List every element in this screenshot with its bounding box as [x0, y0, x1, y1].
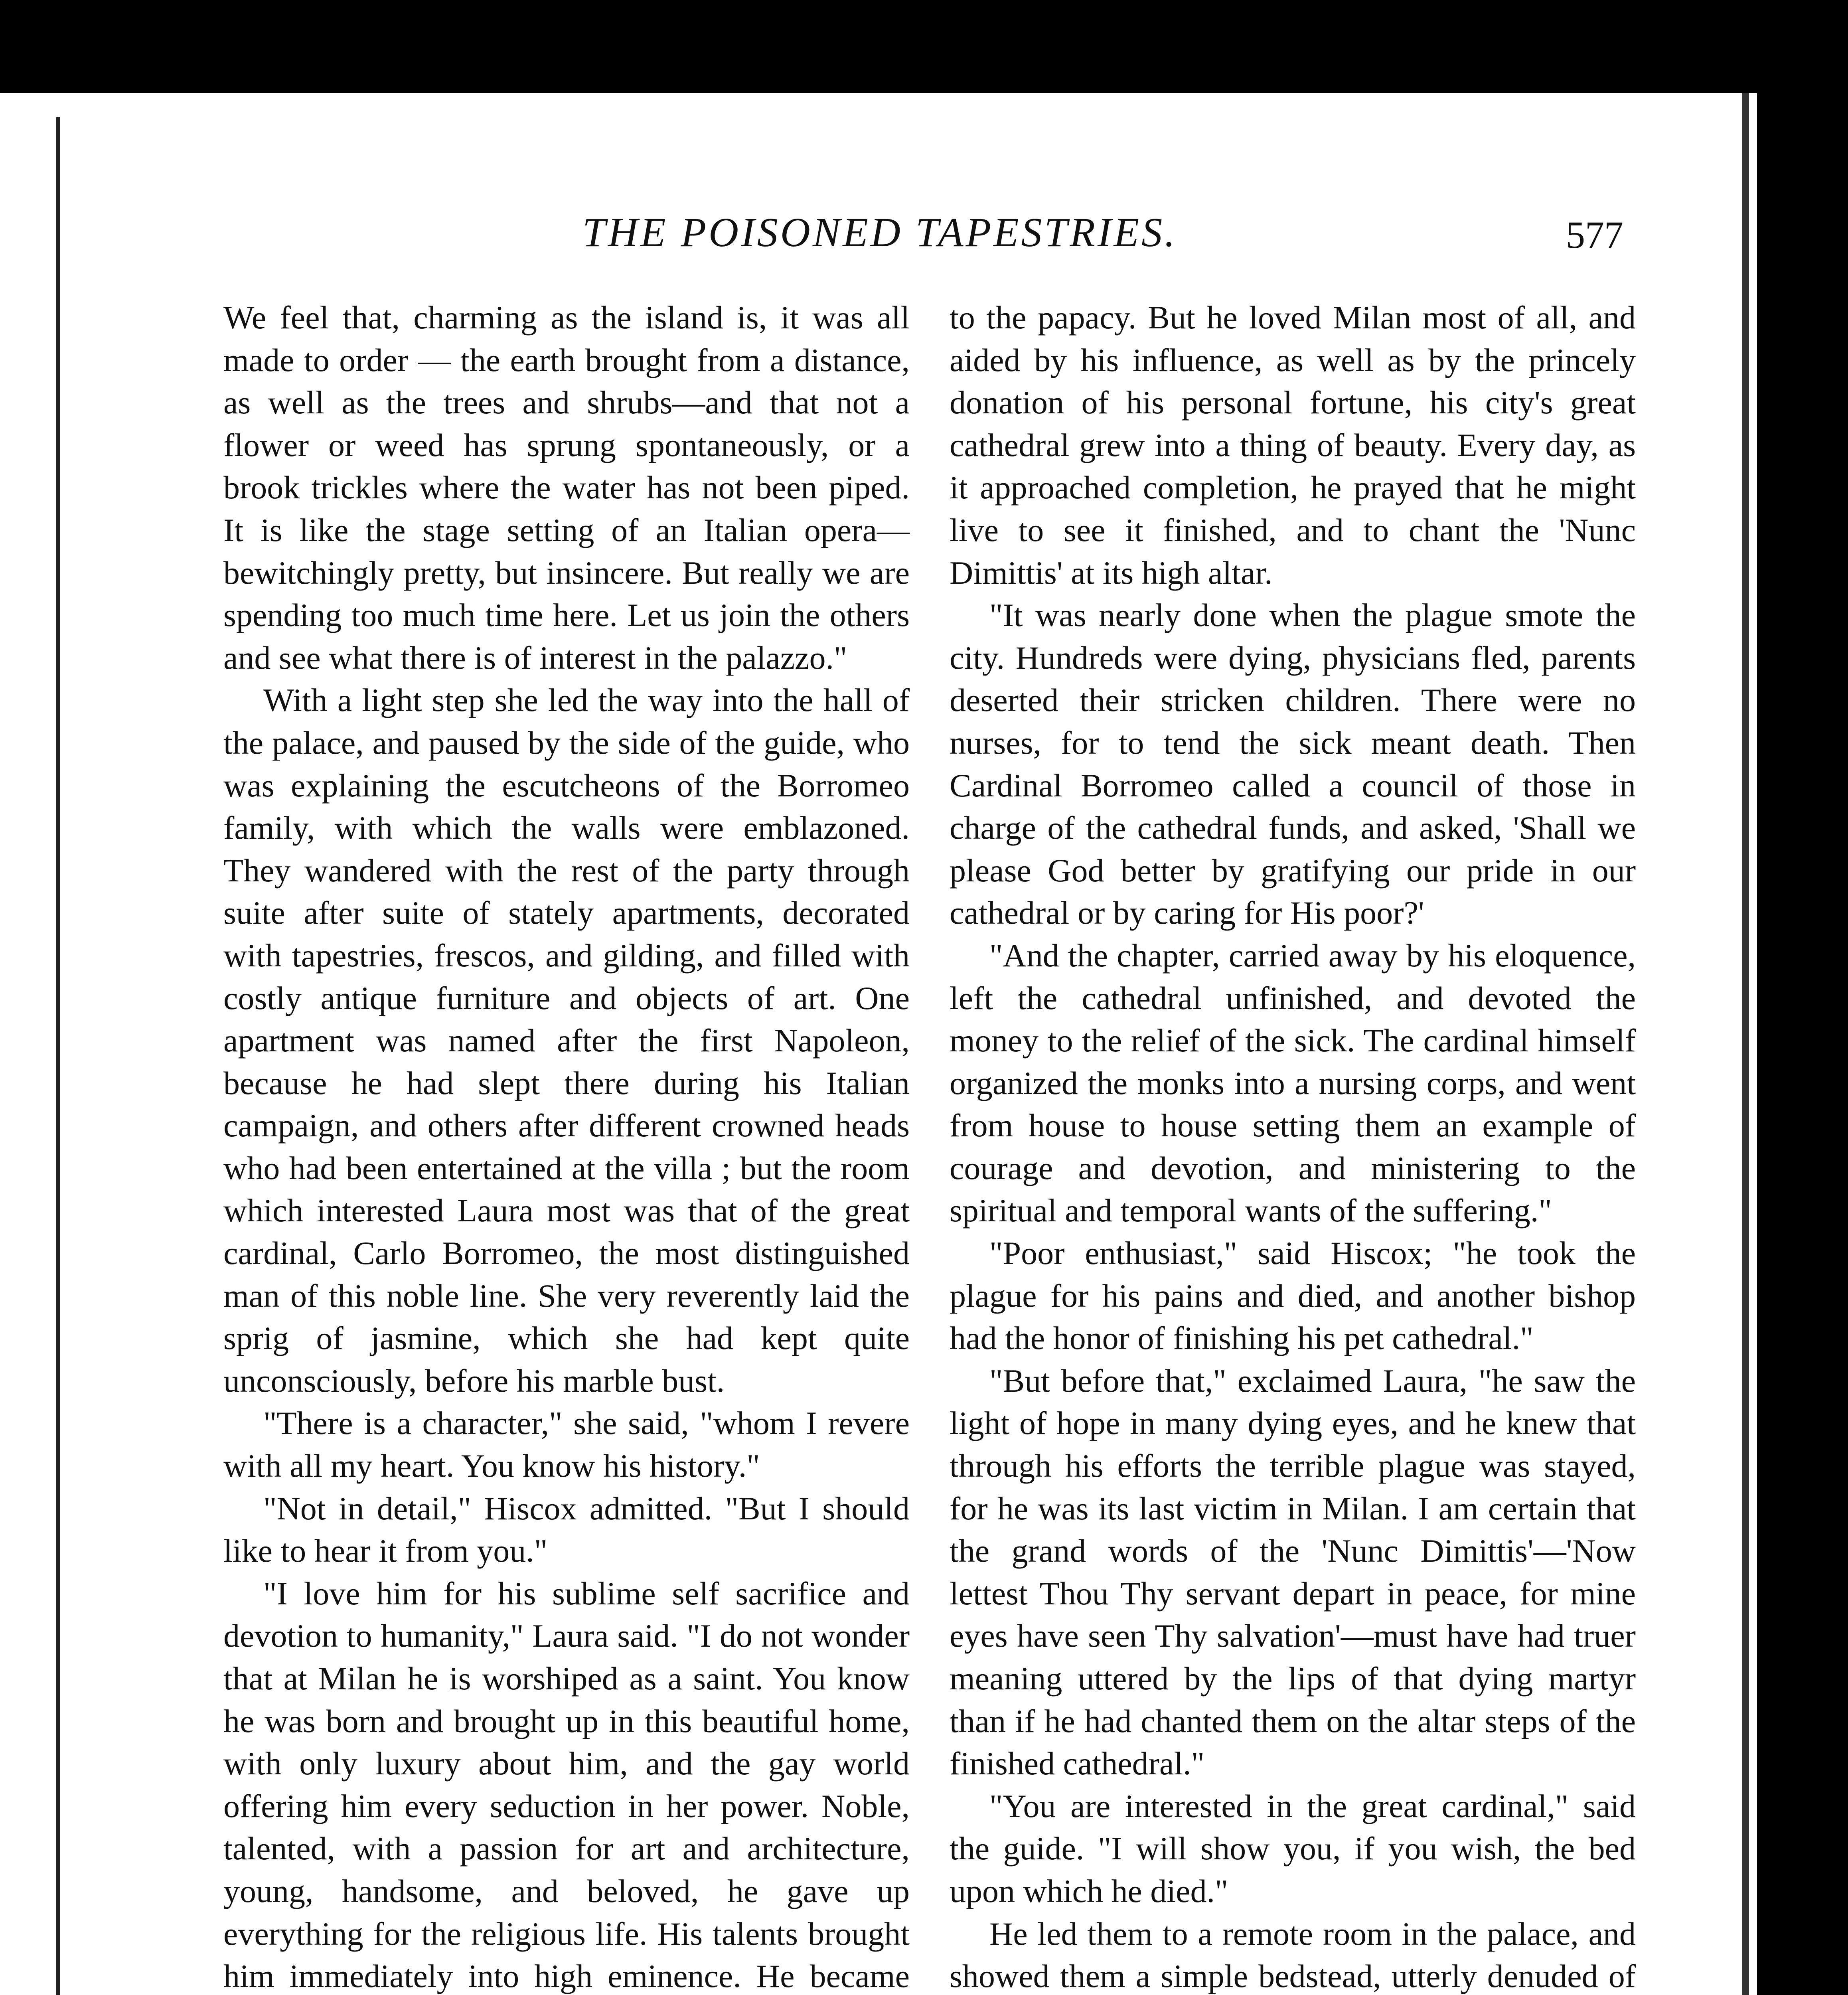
paragraph: "And the chapter, carried away by his eloquence, left the cathedral unfinished, and devoted the money to the relief of the sick. The cardinal himself organized the monks into a nursing corps, and went from house to house setting them an example of courage and devotion, and ministering to the spiritual and temporal wants of the suffering."	[950, 937, 1636, 1229]
paragraph: "It was nearly done when the plague smote the city. Hundreds were dying, physicians fled, parents deserted their stricken children. There were no nurses, for to tend the sick meant death. Then Cardinal Borromeo called a council of those in charge of the cathedral funds, and asked, 'Shall we please God better by gratifying our pride in our cathedral or by caring for His poor?'	[950, 597, 1636, 931]
binding-edge	[56, 117, 60, 1995]
page-header	[0, 209, 1757, 265]
paragraph: "Poor enthusiast," said Hiscox; "he took the plague for his pains and died, and another bishop had the honor of finishing his pet cathedral."	[950, 1235, 1636, 1357]
paragraph: "But before that," exclaimed Laura, "he saw the light of hope in many dying eyes, and he knew that through his efforts the terrible plague was stayed, for he was its last victim in Milan. I am certain that the grand words of the 'Nunc Dimittis'—'Now lettest Thou Thy servant depart in peace, for mine eyes have seen Thy salvation'—must have had truer meaning uttered by the lips of that dying martyr than if he had chanted them on the altar steps of the finished cathedral."	[950, 1362, 1636, 1782]
book-page	[0, 93, 1757, 1995]
left-column	[223, 296, 910, 1995]
paragraph: "Not in detail," Hiscox admitted. "But I should like to hear it from you."	[223, 1490, 910, 1569]
running-title: THE POISONED TAPESTRIES.	[582, 209, 1178, 255]
paragraph: "You are interested in the great cardinal," said the guide. "I will show you, if you wish, the bed upon which he died."	[950, 1788, 1636, 1909]
paragraph: "There is a character," she said, "whom I revere with all my heart. You know his history."	[223, 1405, 910, 1484]
right-column	[950, 296, 1636, 1995]
paragraph: He led them to a remote room in the palace, and showed them a simple bedstead, utterly denuded of	[950, 1915, 1636, 1995]
paragraph: We feel that, charming as the island is, it was all made to order — the earth brought from a distance, as well as the trees and shrubs—and that not a flower or weed has sprung spontaneously, or a brook trickles where the water has not been piped. It is like the stage setting of an Italian opera—bewitchingly pretty, but insincere. But really we are spending too much time here. Let us join the others and see what there is of interest in the palazzo."	[223, 299, 910, 676]
paragraph: With a light step she led the way into the hall of the palace, and paused by the side of the guide, who was explaining the escutcheons of the Borromeo family, with which the walls were emblazoned. They wandered with the rest of the party through suite after suite of stately apartments, decorated with tapestries, frescos, and gilding, and filled with costly antique furniture and objects of art. One apartment was named after the first Napoleon, because he had slept there during his Italian campaign, and others after different crowned heads who had been entertained at the villa ; but the room which interested Laura most was that of the great cardinal, Carlo Borromeo, the most distinguished man of this noble line. She very reverently laid the sprig of jasmine, which she had kept quite unconsciously, before his marble bust.	[223, 682, 910, 1399]
page-number: 577	[1566, 213, 1623, 256]
page-edge	[1742, 93, 1749, 1995]
paragraph: to the papacy. But he loved Milan most of all, and aided by his influence, as well as by the princely donation of his personal fortune, his city's great cathedral grew into a thing of beauty. Every day, as it approached completion, he prayed that he might live to see it finished, and to chant the 'Nunc Dimittis' at its high altar.	[950, 299, 1636, 591]
paragraph: "I love him for his sublime self sacrifice and devotion to humanity," Laura said. "I do not wonder that at Milan he is worshiped as a saint. You know he was born and brought up in this beautiful home, with only luxury about him, and the gay world offering him every seduction in her power. Noble, talented, with a passion for art and architecture, young, handsome, and beloved, he gave up everything for the religious life. His talents brought him immediately into high eminence. He became	[223, 1575, 910, 1995]
